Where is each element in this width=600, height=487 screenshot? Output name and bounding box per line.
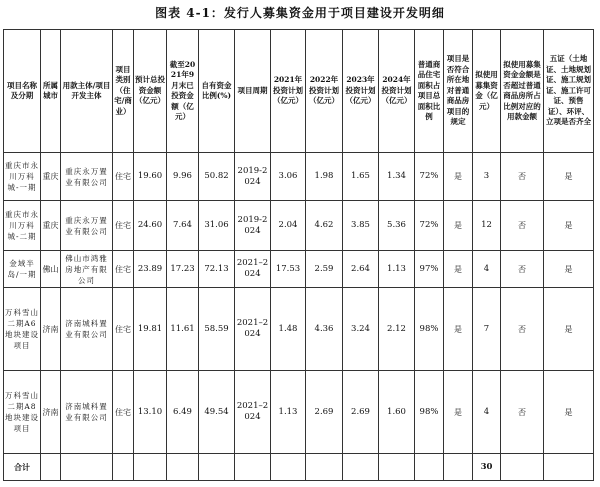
table-cell: 97% [415, 251, 444, 288]
table-cell: 重庆 [41, 153, 61, 201]
header-cell: 截至2021年9月末已投资金额（亿元） [167, 30, 199, 153]
table-cell: 是 [544, 288, 594, 371]
table-cell: 是 [444, 201, 473, 251]
header-cell: 五证（土地证、土地规划证、施工规划证、施工许可证、预售证）、环评、立项是否齐全 [544, 30, 594, 153]
table-cell: 是 [544, 371, 594, 454]
table-cell: 23.89 [134, 251, 167, 288]
table-cell: 济南 [41, 288, 61, 371]
table-cell: 1.98 [306, 153, 343, 201]
table-cell: 4 [473, 371, 501, 454]
table-cell: 19.60 [134, 153, 167, 201]
table-cell: 1.13 [379, 251, 415, 288]
table-cell: 重庆永万置业有限公司 [61, 201, 113, 251]
table-cell: 是 [444, 153, 473, 201]
table-cell: 4.36 [306, 288, 343, 371]
table-cell: 2021–2024 [235, 371, 271, 454]
table-cell: 否 [501, 251, 544, 288]
table-cell: 否 [501, 153, 544, 201]
table-cell: 济南 [41, 371, 61, 454]
table-cell: 是 [444, 371, 473, 454]
header-cell: 普通商品住宅面积占项目总面积比例 [415, 30, 444, 153]
table-row [4, 201, 594, 251]
table-cell: 1.48 [271, 288, 306, 371]
header-cell: 自有资金比例(%) [199, 30, 235, 153]
table-cell: 2.69 [306, 371, 343, 454]
header-cell: 拟使用募集资金（亿元） [473, 30, 501, 153]
table-cell: 13.10 [134, 371, 167, 454]
header-cell: 所属城市 [41, 30, 61, 153]
table-cell: 济南城科置业有限公司 [61, 288, 113, 371]
table-cell: 是 [544, 153, 594, 201]
table-cell: 3.24 [343, 288, 379, 371]
table-cell: 5.36 [379, 201, 415, 251]
table-cell: 2.69 [343, 371, 379, 454]
table-row [4, 153, 594, 201]
table-cell: 住宅 [113, 288, 134, 371]
table-cell: 否 [501, 201, 544, 251]
total-row [4, 454, 594, 481]
table-cell: 住宅 [113, 153, 134, 201]
table-cell: 1.65 [343, 153, 379, 201]
table-cell: 重庆 [41, 201, 61, 251]
table-cell: 2.12 [379, 288, 415, 371]
header-cell: 预计总投资金额（亿元） [134, 30, 167, 153]
total-label: 合计 [4, 454, 41, 481]
total-raise-amount: 30 [473, 454, 501, 481]
table-cell: 济南城科置业有限公司 [61, 371, 113, 454]
table-cell: 2.59 [306, 251, 343, 288]
table-cell: 1.13 [271, 371, 306, 454]
table-row [4, 288, 594, 371]
table-cell: 3 [473, 153, 501, 201]
table-cell: 17.23 [167, 251, 199, 288]
table-cell: 2019-2024 [235, 201, 271, 251]
table-cell: 是 [544, 201, 594, 251]
table-cell: 1.34 [379, 153, 415, 201]
table-cell: 重庆永万置业有限公司 [61, 153, 113, 201]
table-cell: 31.06 [199, 201, 235, 251]
table-cell: 7 [473, 288, 501, 371]
table-cell: 否 [501, 371, 544, 454]
header-cell: 项目名称及分期 [4, 30, 41, 153]
table-cell: 50.82 [199, 153, 235, 201]
table-cell: 58.59 [199, 288, 235, 371]
project-funding-table [3, 29, 594, 481]
table-cell: 24.60 [134, 201, 167, 251]
table-cell: 佛山市鸿雅房地产有限公司 [61, 251, 113, 288]
table-cell: 49.54 [199, 371, 235, 454]
table-cell: 3.85 [343, 201, 379, 251]
table-cell: 重庆市永川万科城-一期 [4, 153, 41, 201]
table-cell: 2021–2024 [235, 288, 271, 371]
table-cell: 72% [415, 153, 444, 201]
table-cell: 金域半岛/一期 [4, 251, 41, 288]
header-cell: 项目类别（住宅/商业） [113, 30, 134, 153]
header-cell: 项目是否符合所在地对普通商品房项目的规定 [444, 30, 473, 153]
table-cell: 重庆市永川万科城-二期 [4, 201, 41, 251]
table-row [4, 371, 594, 454]
table-cell: 11.61 [167, 288, 199, 371]
table-cell: 19.81 [134, 288, 167, 371]
table-cell: 72% [415, 201, 444, 251]
table-cell: 3.06 [271, 153, 306, 201]
table-cell: 是 [444, 288, 473, 371]
table-cell: 住宅 [113, 201, 134, 251]
table-cell: 2019-2024 [235, 153, 271, 201]
table-cell: 万科雪山二期A6地块建设项目 [4, 288, 41, 371]
table-cell: 2021–2024 [235, 251, 271, 288]
header-cell: 项目周期 [235, 30, 271, 153]
table-title: 图表 4-1：发行人募集资金用于项目建设开发明细 [155, 6, 445, 20]
header-row [4, 30, 594, 153]
table-cell: 住宅 [113, 371, 134, 454]
table-cell: 12 [473, 201, 501, 251]
header-cell: 2023年投资计划（亿元） [343, 30, 379, 153]
header-cell: 用款主体/项目开发主体 [61, 30, 113, 153]
table-row [4, 251, 594, 288]
table-cell: 2.64 [343, 251, 379, 288]
header-cell: 2024年投资计划（亿元） [379, 30, 415, 153]
table-cell: 否 [501, 288, 544, 371]
header-cell: 2022年投资计划（亿元） [306, 30, 343, 153]
table-cell: 6.49 [167, 371, 199, 454]
table-cell: 4.62 [306, 201, 343, 251]
table-cell: 1.60 [379, 371, 415, 454]
table-cell: 是 [444, 251, 473, 288]
table-cell: 9.96 [167, 153, 199, 201]
table-cell: 4 [473, 251, 501, 288]
header-cell: 拟使用募集资金金额是否超过普通商品房所占比例对应的用款金额 [501, 30, 544, 153]
table-cell: 是 [544, 251, 594, 288]
table-cell: 万科雪山二期A8地块建设项目 [4, 371, 41, 454]
table-cell: 2.04 [271, 201, 306, 251]
table-cell: 佛山 [41, 251, 61, 288]
table-cell: 98% [415, 288, 444, 371]
header-cell: 2021年投资计划（亿元） [271, 30, 306, 153]
table-cell: 17.53 [271, 251, 306, 288]
table-cell: 住宅 [113, 251, 134, 288]
table-cell: 98% [415, 371, 444, 454]
table-cell: 7.64 [167, 201, 199, 251]
table-cell: 72.13 [199, 251, 235, 288]
